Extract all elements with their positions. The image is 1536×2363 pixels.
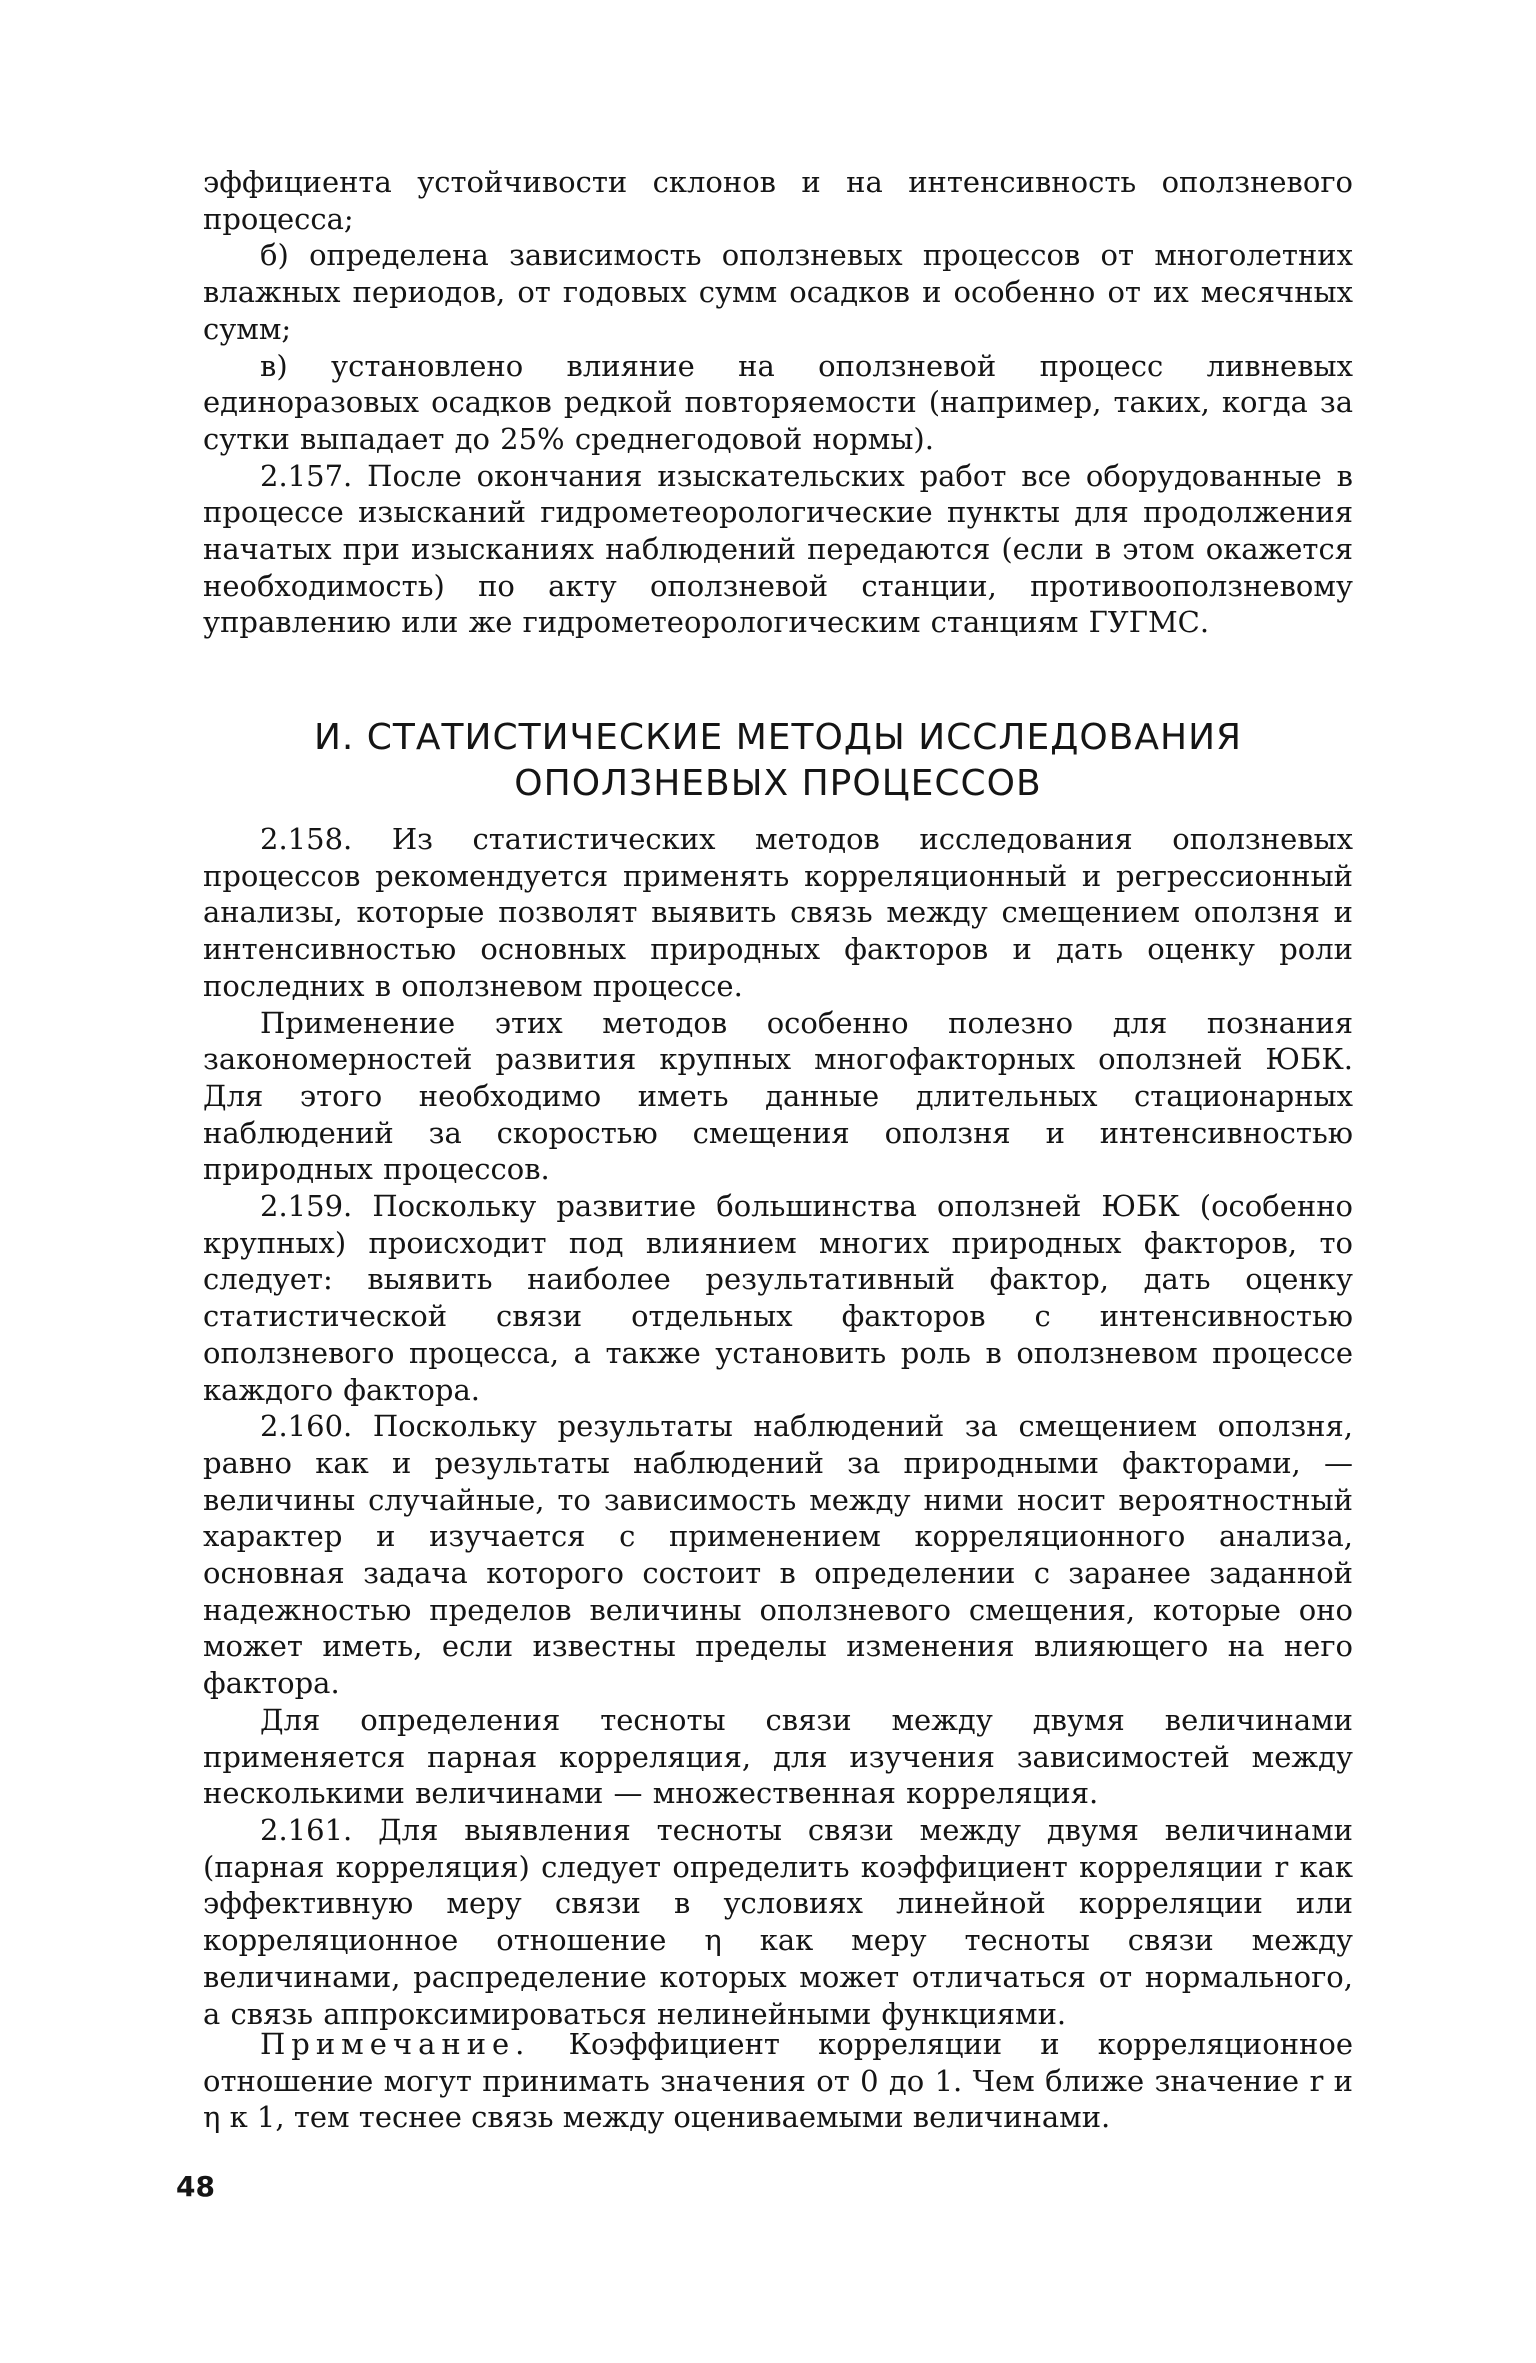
- paragraph-correlation: Для определения тесноты связи между двумя величинами применяется парная корреляция, для изучения зависимостей между несколькими величинами — множественная корреляция.: [203, 1702, 1353, 1811]
- main-text: [203, 821, 1353, 2032]
- section-heading-line-1: И. СТАТИСТИЧЕСКИЕ МЕТОДЫ ИССЛЕДОВАНИЯ: [313, 717, 1243, 758]
- paragraph-text: Для выявления тесноты связи между двумя величинами (парная корреляция) следует определить коэффициент корреляции r как эффективную меру связи в условиях линейной корреляции или корреляционное отношение η как меру тесноты связи между величинами, распределение которых может отличаться от нормального, а связь аппроксимироваться нелинейными функциями.: [203, 1812, 1354, 2031]
- paragraph-number: 2.160.: [260, 1409, 353, 1444]
- paragraph-text: После окончания изыскательских работ все оборудованные в процессе изысканий гидрометеорологические пункты для продолжения начатых при изысканиях наблюдений передаются (если в этом окажется необходимость) по акту оползневой станции, противооползневому управлению или же гидрометеорологическим станциям ГУГМС.: [203, 458, 1354, 640]
- paragraph-text: Поскольку результаты наблюдений за смещением оползня, равно как и результаты наблюдений за природными факторами, — величины случайные, то зависимость между ними носит вероятностный характер и изучается с применением корреляционного анализа, основная задача которого состоит в определении с заранее заданной надежностью пределов величины оползневого смещения, которые оно может иметь, если известны пределы изменения влияющего на него фактора.: [203, 1409, 1353, 1701]
- intro-paragraph-4: [203, 458, 1353, 642]
- paragraph-number: 2.157.: [260, 458, 353, 493]
- paragraph-2-159: [203, 1188, 1353, 1408]
- paragraph-text: Из статистических методов исследования оползневых процессов рекомендуется применять корреляционный и регрессионный анализы, которые позволят выявить связь между смещением оползня и интенсивностью основных природных факторов и дать оценку роли последних в оползневом процессе.: [203, 822, 1353, 1003]
- paragraph-2-158: [203, 821, 1353, 1005]
- note-paragraph: [203, 2026, 1353, 2136]
- intro-paragraph-2: б) определена зависимость оползневых процессов от многолетних влажных периодов, от годовых сумм осадков и особенно от их месячных сумм;: [203, 238, 1353, 346]
- section-heading-line-2: ОПОЛЗНЕВЫХ ПРОЦЕССОВ: [514, 763, 1042, 804]
- paragraph-number: 2.161.: [260, 1812, 353, 1847]
- intro-paragraph-1: эффициента устойчивости склонов и на интенсивность оползневого процесса;: [203, 165, 1353, 236]
- paragraph-application: Применение этих методов особенно полезно для познания закономерностей развития крупных многофакторных оползней ЮБК. Для этого необходимо иметь данные длительных стационарных наблюдений за скоростью смещения оползня и интенсивностью природных процессов.: [203, 1005, 1353, 1187]
- intro-text: [203, 164, 1353, 641]
- note-label: Примечание.: [260, 2027, 531, 2061]
- paragraph-2-160: [203, 1408, 1353, 1702]
- paragraph-number: 2.158.: [260, 822, 353, 856]
- note-block: [203, 2026, 1353, 2136]
- intro-paragraph-3: в) установлено влияние на оползневой процесс ливневых единоразовых осадков редкой повторяемости (например, таких, когда за сутки выпадает до 25% среднегодовой нормы).: [203, 348, 1353, 456]
- paragraph-number: 2.159.: [260, 1189, 353, 1224]
- section-heading: [203, 715, 1353, 807]
- page-number: 48: [176, 2170, 215, 2203]
- paragraph-text: Поскольку развитие большинства оползней ЮБК (особенно крупных) происходит под влиянием многих природных факторов, то следует: выявить наиболее результативный фактор, дать оценку статистической связи отдельных факторов с интенсивностью оползневого процесса, а также установить роль в оползневом процессе каждого фактора.: [203, 1189, 1353, 1407]
- paragraph-2-161: [203, 1812, 1353, 2032]
- note-text: Коэффициент корреляции и корреляционное отношение могут принимать значения от 0 до 1. Чем ближе значение r и η к 1, тем теснее связь между оцениваемыми величинами.: [203, 2027, 1353, 2135]
